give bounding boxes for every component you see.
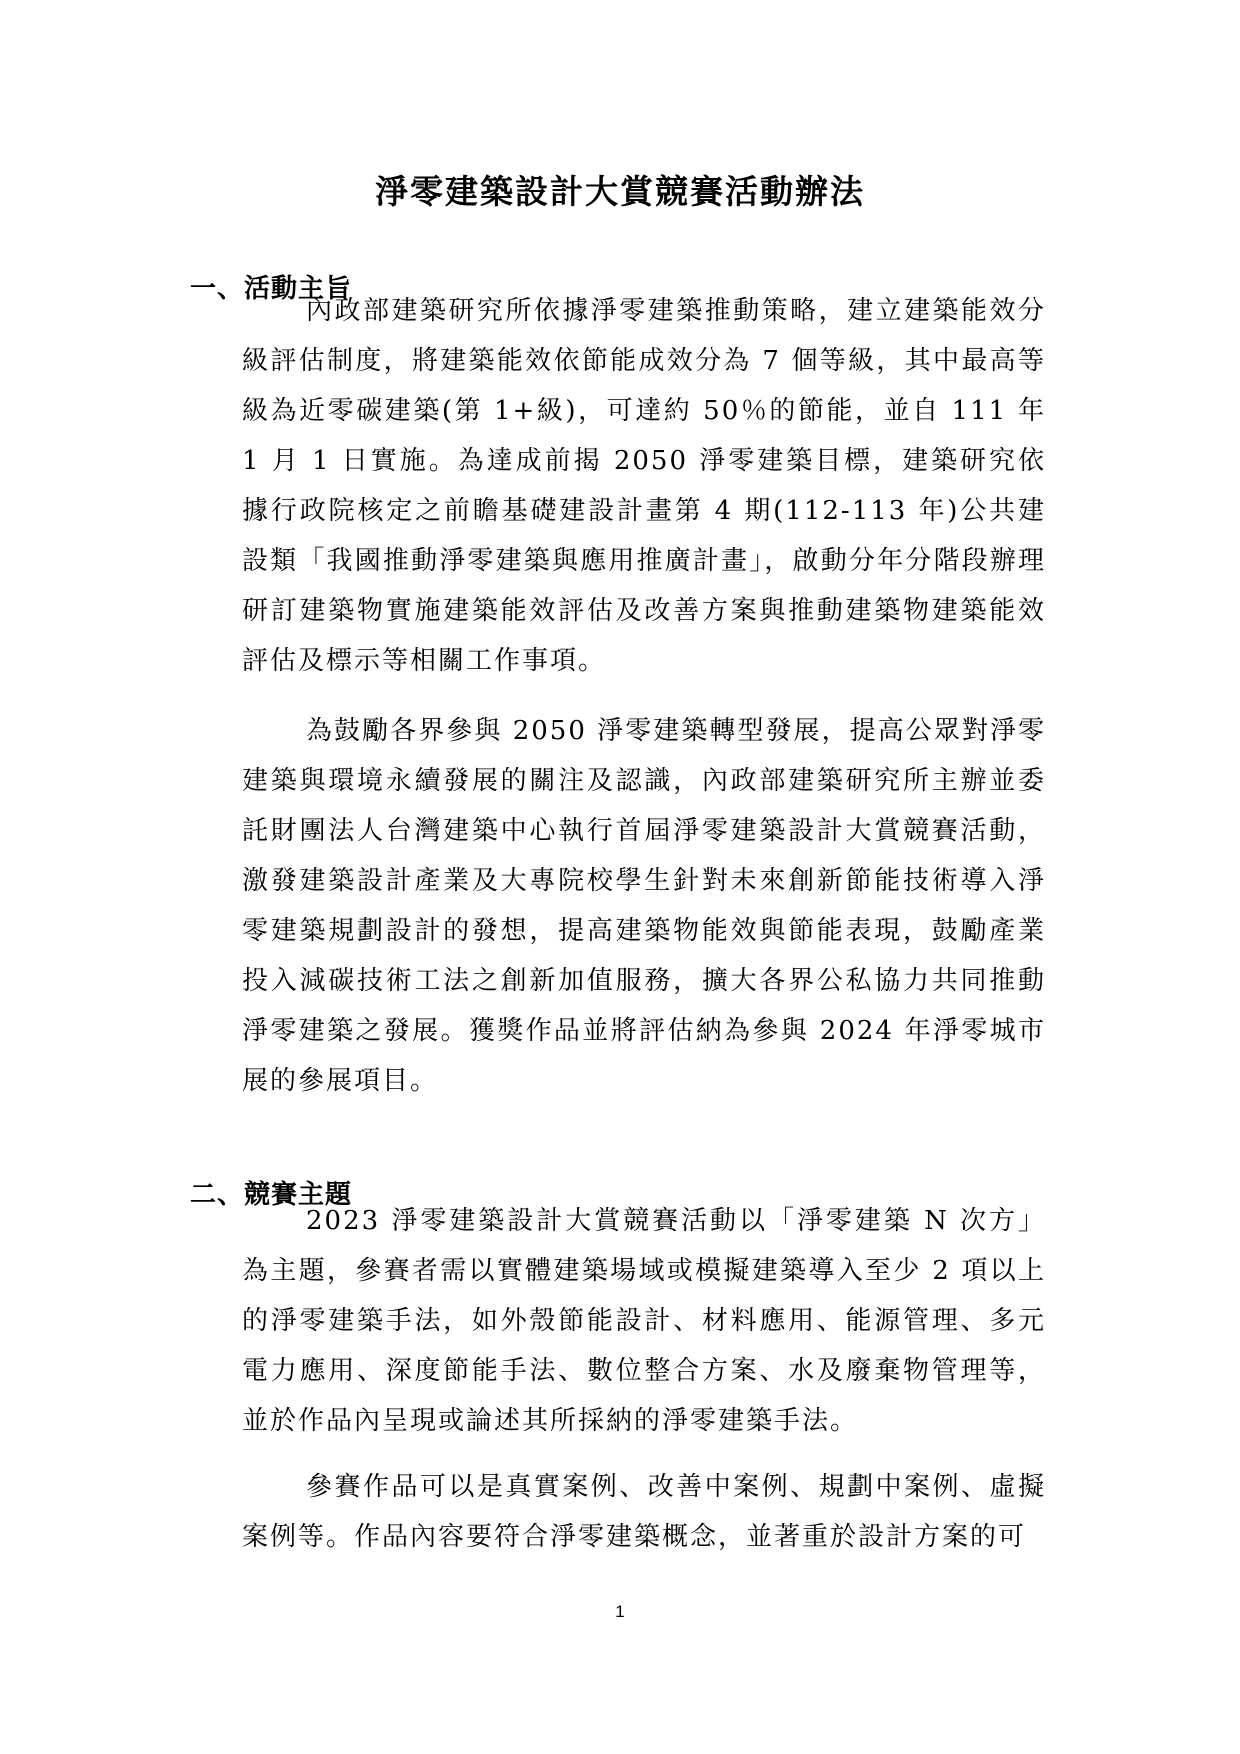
paragraph-purpose-2: 為鼓勵各界參與 2050 淨零建築轉型發展，提高公眾對淨零建築與環境永續發展的關注及認識，內政部建築研究所主辦並委託財團法人台灣建築中心執行首屆淨零建築設計大賞競賽活動，激發建築設計產業及大專院校學生針對未來創新節能技術導入淨零建築規劃設計的發想，提高建築物能效與節能表現，鼓勵產業投入減碳技術工法之創新加值服務，擴大各界公私協力共同推動淨零建築之發展。獲獎作品並將評估納為參與 2024 年淨零城市展的參展項目。 — [242, 716, 1046, 1096]
page-number: 1 — [615, 1602, 625, 1621]
paragraph-theme-2: 參賽作品可以是真實案例、改善中案例、規劃中案例、虛擬案例等。作品內容要符合淨零建築概念，並著重於設計方案的可 — [242, 1472, 1046, 1552]
page-title: 淨零建築設計大賞競賽活動辦法 — [375, 172, 865, 211]
paragraph-purpose-1: 內政部建築研究所依據淨零建築推動策略，建立建築能效分級評估制度，將建築能效依節能成效分為 7 個等級，其中最高等級為近零碳建築(第 1+級)，可達約 50％的節能，並自 111 年 1 月 1 日實施。為達成前揭 2050 淨零建築目標，建築研究依據行政院核定之前瞻基礎建設計畫第 4 期(112-113 年)公共建設類「我國推動淨零建築與應用推廣計畫」，啟動分年分階段辦理研訂建築物實施建築能效評估及改善方案與推動建築物建築能效評估及標示等相關工作事項。 — [242, 296, 1046, 676]
section-heading-purpose: 一、活動主旨 — [190, 274, 353, 304]
section-heading-theme: 二、競賽主題 — [190, 1180, 353, 1210]
paragraph-theme-1: 2023 淨零建築設計大賞競賽活動以「淨零建築 N 次方」為主題，參賽者需以實體建築場域或模擬建築導入至少 2 項以上的淨零建築手法，如外殼節能設計、材料應用、能源管理、多元電力應用、深度節能手法、數位整合方案、水及廢棄物管理等，並於作品內呈現或論述其所採納的淨零建築手法。 — [242, 1206, 1046, 1436]
